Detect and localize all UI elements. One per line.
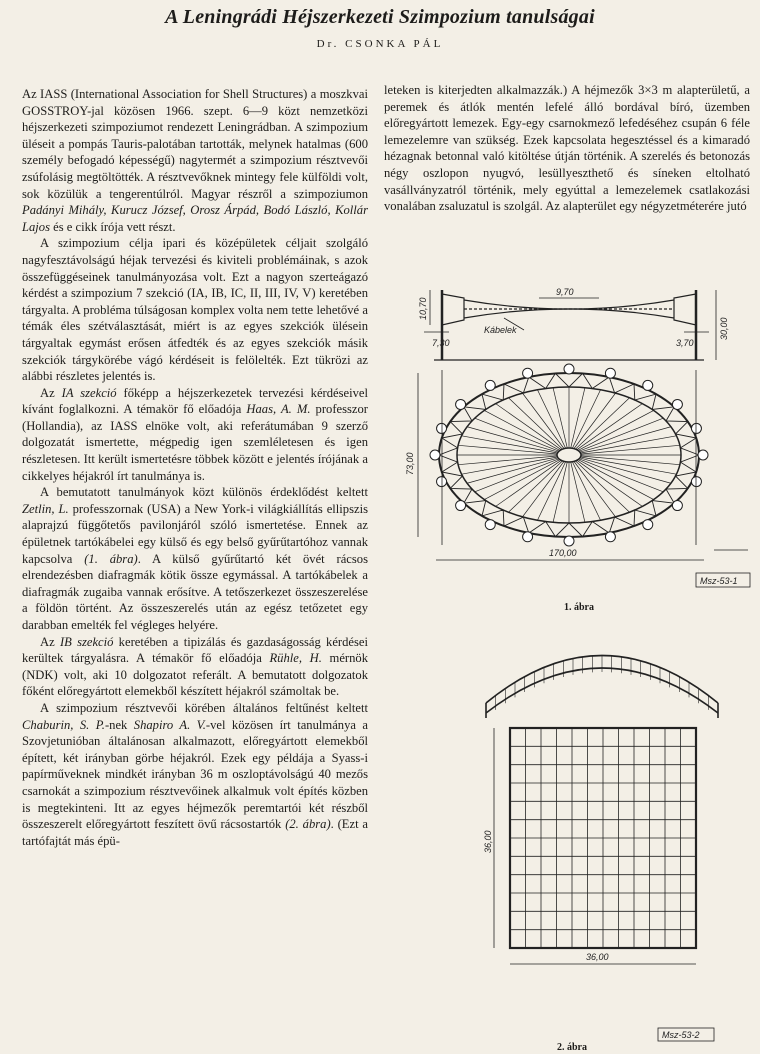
cable-line: [577, 460, 642, 506]
figure-reference: (1. ábra): [84, 551, 138, 566]
column-dot: [643, 520, 653, 530]
article-author: Dr. CSONKA PÁL: [316, 38, 444, 50]
column-dot: [437, 423, 447, 433]
cable-line: [579, 418, 663, 451]
cable-line: [458, 456, 557, 465]
cable-line: [575, 461, 629, 512]
text-run: Az: [40, 385, 62, 400]
paragraph-continued: leteken is kiterjedten alkalmazzák.) A héjmezők 3×3 m alapterületű, a peremek és átlók mentén lefelé álló bordával bíró, üzemben előregyártott lemezek. Egy-egy csarnokmező lefedéséhez csupán 6 féle lemezelemre van szükség. Ezek kapcsolata hegesztéssel és a kimaradó hézagnak betonnal való kitöltése útján történik. A szerelés és betonozás négy oszlopon nyugvó, lesüllyeszthető és síneken eltolható vasállványzatról történik, mely egyúttal a lemezelemek csatlakozási vonalában zsaluzatul is szolgál. Az alapterület egy négyzetméterére jutó: [384, 83, 750, 214]
text-run: -vel közösen írt tanulmánya a Szovjetunióban általánosan alkalmazott, előregyártott elemekből épített, két irányban görbe héjakról. Ezek egy példája a Syass-i papírműveknek mindkét irányban 36 m oszloptávolságú 40 mezős csarnokát a szimpozium résztvevőinek alkalmuk volt építés közben is megtekinteni. Itt az egyes héjmezők peremtartói két részből összeszerelt előregyártott feszített övű rácsostartók: [22, 717, 368, 832]
column-dot: [456, 399, 466, 409]
cable-line: [581, 456, 680, 465]
paragraph-chaburin: [22, 700, 368, 849]
dim-left-height: 10,70: [418, 297, 428, 320]
section-name: IB szekció: [59, 634, 114, 649]
paragraph-intro: [22, 86, 368, 235]
cable-line: [579, 459, 663, 492]
column-dot: [523, 532, 533, 542]
text-run: . (Ezt a tartófajtát más épü-: [22, 817, 368, 848]
section-name: IA szekció: [61, 385, 117, 400]
column-dot: [564, 364, 574, 374]
cable-line: [508, 398, 562, 449]
column-dot: [672, 399, 682, 409]
participant-names: Padányi Mihály, Kurucz József, Orosz Árpád, Bodó László, Kollár Lajos: [22, 203, 368, 234]
cable-line: [575, 398, 629, 449]
cable-line: [578, 410, 654, 450]
dim-height: 36,00: [483, 830, 493, 853]
column-dot: [456, 501, 466, 511]
paragraph-section-ia: [22, 385, 368, 485]
text-run: keretében a tipizálás és gazdaságosság kérdései kerültek tárgyalásra. A témakör fő előadója: [22, 634, 368, 666]
column-dot: [698, 450, 708, 460]
column-dot: [523, 368, 533, 378]
text-run: professzornak (USA) a New York-i világkiállítás ellipszis alaprajzú függőtetős pavilonjáról szóló ismertetése. Ennek az épületnek tartókábelei egy külső és egy belső gyűrűtartóhoz vannak kapcsolva: [22, 501, 368, 566]
cable-line: [571, 388, 585, 448]
text-run: főképp a héjszerkezetek tervezési kérdéseivel kívánt foglalkozni. A témakör fő előadója: [22, 385, 368, 417]
label-kabelek: Kábelek: [484, 325, 517, 335]
cable-line: [578, 460, 654, 500]
figure-reference: (2. ábra): [285, 817, 331, 832]
column-dot: [605, 368, 615, 378]
cable-line: [553, 462, 567, 522]
cable-line: [484, 410, 560, 450]
column-dot: [437, 477, 447, 487]
column-dot: [430, 450, 440, 460]
column-dot: [691, 477, 701, 487]
figure-2-drawing: [482, 618, 722, 1042]
text-run: A bemutatott tanulmányok közt különös érdeklődést keltett: [40, 485, 368, 500]
dim-plan-height: 73,00: [405, 452, 415, 475]
paragraph-purpose: A szimpozium célja ipari és középületek céljait szolgáló nagyfesztávolságú héjak tervezési és kiviteli problémáinak, s azok összefüggéseinek tanulmányozása volt. Ezt a nagyon szerteágazó kérdést a szimpozium 7 szekció (IA, IB, IC, II, III, IV, V) keretében tárgyalta. A probléma túlságosan komplex volta nem tette lehetővé a témák éles szétválasztását, miért is az egyes szekciók ülésein tárgyaltak egymást erősen átfedték és az egyes szekciók másik szekciók tárgykörébe vágó kérdéseit is felölelték. Ezt tükrözi az alábbi részletes jelentés is.: [22, 236, 368, 384]
figure-2-caption: 2. ábra: [557, 1042, 587, 1053]
article-title: A Leningrádi Héjszerkezeti Szimpozium tanulságai: [165, 6, 595, 28]
person-name: Chaburin, S. P.: [22, 717, 105, 732]
column-dot: [672, 501, 682, 511]
cable-line: [508, 461, 562, 512]
dim-left-base: 7,30: [432, 338, 450, 348]
cable-line: [496, 460, 561, 506]
person-name: Zetlin, L.: [22, 501, 69, 516]
figure-1-ref: Msz-53-1: [700, 576, 738, 586]
column-dot: [485, 520, 495, 530]
dim-plan-width: 170,00: [549, 548, 577, 558]
person-name: Rühle, H.: [269, 651, 322, 666]
dim-right-height: 30,00: [719, 317, 729, 340]
text-run: Az IASS (International Association for Shell Structures) a moszkvai GOSSTROY-jal közösen 1966. szept. 6—9 közt nemzetközi héjszerkezeti szimpoziumot rendezett Leningrádban. A szimpozium üléseit a pompás Tauris-palotában tartották, melynek hatalmas (600 személy befogadó képességű) nagytermét a szimpozium résztvevői zsúfolásig megtöltötték. A résztvevőknek mintegy fele külföldi volt, sok közülük a tengerentúlról. Magyar részről a szimpoziumon: [22, 87, 368, 201]
cable-line: [577, 404, 642, 450]
cable-line: [475, 459, 559, 492]
cable-line: [475, 418, 559, 451]
text-run: -nek: [104, 717, 134, 732]
person-name: Shapiro A. V.: [133, 717, 206, 732]
column-dot: [643, 380, 653, 390]
column-dot: [605, 532, 615, 542]
dim-width: 36,00: [586, 952, 609, 962]
figure-1: [404, 270, 754, 613]
figure-2-ref: Msz-53-2: [662, 1030, 700, 1040]
column-dot: [564, 536, 574, 546]
figure-1-drawing: [404, 270, 754, 600]
text-run: mérnök (NDK) volt, aki 10 dolgozatot referált. A bemutatott dolgozatok főként előregyártott elemekből készített héjakról számoltak be.: [22, 651, 368, 699]
cable-line: [496, 404, 561, 450]
text-run: Az: [40, 634, 60, 649]
column-dot: [691, 423, 701, 433]
paragraph-zetlin: [22, 484, 368, 633]
text-run: professzor (Hollandia), az IASS elnöke volt, aki referátumában 9 szerző dolgozatát ismertette, mégpedig igen szemléletesen és igen részletesen. Itt került ismertetésre többek között e jelentés írójának a cikkelyes héjakról írt tanulmánya is.: [22, 402, 368, 483]
figure-1-caption: 1. ábra: [564, 602, 594, 613]
paragraph-section-ib: [22, 634, 368, 700]
text-run: és e cikk írója vett részt.: [50, 219, 176, 234]
cable-line: [484, 460, 560, 500]
right-column: [384, 82, 750, 215]
column-dot: [485, 380, 495, 390]
text-run: A szimpozium résztvevői körében általános feltűnést keltett: [40, 700, 368, 715]
figure-2: [482, 618, 722, 1054]
dim-top: 9,70: [556, 287, 574, 297]
person-name: Haas, A. M.: [246, 402, 311, 417]
cable-line: [553, 388, 567, 448]
cable-line: [581, 445, 680, 454]
cable-line: [571, 462, 585, 522]
left-column: [22, 86, 368, 849]
cable-line: [458, 445, 557, 454]
text-run: . A külső gyűrűtartó két övét rácsos elrendezésben diafragmák kötik össze egymással. A tartókábelek a diafragmák zugaiba vannak erősítve. A tetőszerkezet összeszerelése a földön történt. Az összeszerelés után az egész tetőzetet egy darabban emelték fel végleges helyére.: [22, 551, 368, 632]
dim-right-base: 3,70: [676, 338, 694, 348]
